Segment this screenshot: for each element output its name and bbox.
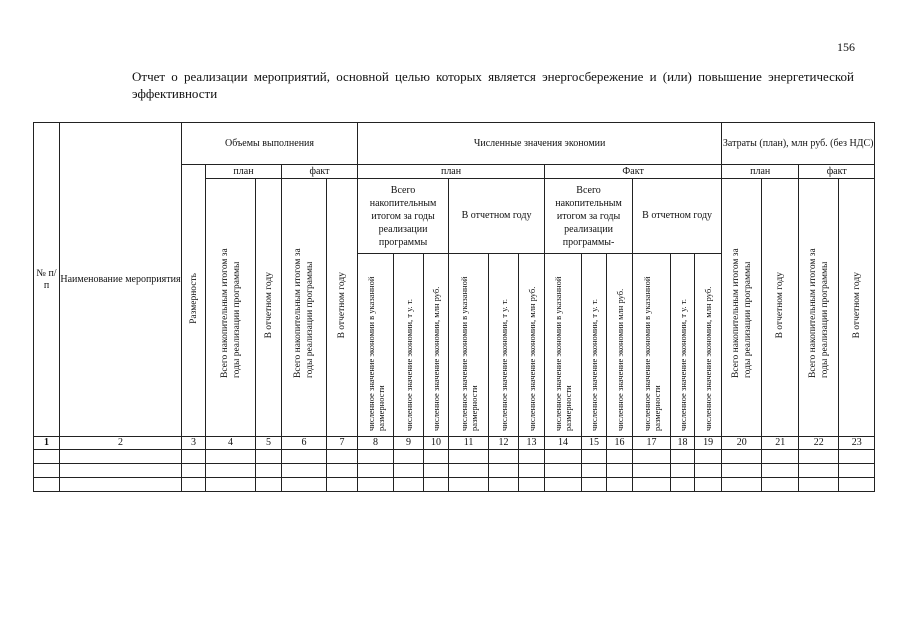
table-cell[interactable] — [519, 478, 545, 492]
header-name: Наименование мероприятия — [60, 123, 182, 437]
table-cell[interactable] — [394, 450, 424, 464]
table-cell[interactable] — [60, 450, 182, 464]
header-savings: Численные значения экономии — [358, 123, 722, 165]
document-title: Отчет о реализации мероприятий, основной целью которых является энергосбережение и (или) повышение энергетической эффективности — [132, 69, 854, 101]
table-cell[interactable] — [582, 464, 607, 478]
table-cell[interactable] — [327, 478, 358, 492]
table-cell[interactable] — [633, 450, 671, 464]
column-number-11: 11 — [449, 437, 489, 450]
table-cell[interactable] — [582, 478, 607, 492]
header-savings-plan: план — [358, 165, 545, 179]
column-number-10: 10 — [424, 437, 449, 450]
table-cell[interactable] — [799, 450, 839, 464]
header-vol-fact-year — [327, 179, 358, 437]
column-number-3: 3 — [182, 437, 206, 450]
header-sv-plan-total: Всего накопительным итогом за годы реализации программы — [358, 179, 449, 254]
column-number-5: 5 — [256, 437, 282, 450]
column-number-8: 8 — [358, 437, 394, 450]
table-cell[interactable] — [182, 464, 206, 478]
table-cell[interactable] — [449, 450, 489, 464]
table-cell[interactable] — [60, 478, 182, 492]
table-cell[interactable] — [799, 478, 839, 492]
header-col-9-label: численное значение экономии, т у. т. — [403, 298, 414, 431]
header-col-12-label: численное значение экономии, т у. т. — [498, 298, 509, 431]
header-col-10 — [424, 254, 449, 437]
column-number-row — [34, 437, 875, 450]
header-vol-fact-year-label: В отчетном году — [337, 272, 348, 339]
header-cost-fact-total — [799, 179, 839, 437]
table-cell[interactable] — [607, 464, 633, 478]
table-cell[interactable] — [762, 478, 799, 492]
header-sv-plan-year: В отчетном году — [449, 179, 545, 254]
table-cell[interactable] — [424, 450, 449, 464]
header-col-16-label: численное значение экономии млн руб. — [614, 288, 625, 431]
table-cell[interactable] — [671, 464, 695, 478]
table-cell[interactable] — [839, 464, 875, 478]
header-sv-fact-total: Всего накопительным итогом за годы реализации программы- — [545, 179, 633, 254]
column-number-13: 13 — [519, 437, 545, 450]
table-cell[interactable] — [256, 450, 282, 464]
table-cell[interactable] — [34, 478, 60, 492]
table-cell[interactable] — [256, 464, 282, 478]
header-cost-plan-year — [762, 179, 799, 437]
header-col-19 — [695, 254, 722, 437]
table-cell[interactable] — [489, 478, 519, 492]
header-unit-label: Размерность — [188, 273, 199, 324]
table-cell[interactable] — [545, 464, 582, 478]
table-cell[interactable] — [34, 450, 60, 464]
table-cell[interactable] — [282, 464, 327, 478]
table-cell[interactable] — [489, 464, 519, 478]
header-col-15 — [582, 254, 607, 437]
header-costs-fact: факт — [799, 165, 875, 179]
table-cell[interactable] — [449, 464, 489, 478]
table-cell[interactable] — [671, 450, 695, 464]
table-cell[interactable] — [60, 464, 182, 478]
table-cell[interactable] — [519, 450, 545, 464]
table-cell[interactable] — [327, 450, 358, 464]
table-cell[interactable] — [182, 478, 206, 492]
table-row — [34, 464, 875, 478]
table-cell[interactable] — [545, 450, 582, 464]
table-cell[interactable] — [256, 478, 282, 492]
column-number-4: 4 — [206, 437, 256, 450]
header-col-14-label: численное значение экономии в указанной размерности — [553, 276, 574, 431]
header-vol-fact-total — [282, 179, 327, 437]
table-cell[interactable] — [206, 450, 256, 464]
header-cost-plan-total — [722, 179, 762, 437]
column-number-22: 22 — [799, 437, 839, 450]
table-cell[interactable] — [722, 450, 762, 464]
header-cost-fact-year — [839, 179, 875, 437]
table-cell[interactable] — [762, 450, 799, 464]
header-col-8-label: численное значение экономии в указанной размерности — [365, 276, 386, 431]
header-col-15-label: численное значение экономии, т у. т. — [589, 298, 600, 431]
table-cell[interactable] — [358, 450, 394, 464]
table-cell[interactable] — [839, 450, 875, 464]
header-vol-plan-year-label: В отчетном году — [263, 272, 274, 339]
column-number-21: 21 — [762, 437, 799, 450]
table-cell[interactable] — [671, 478, 695, 492]
table-cell[interactable] — [519, 464, 545, 478]
header-col-14 — [545, 254, 582, 437]
header-volume: Объемы выполнения — [182, 123, 358, 165]
header-vol-plan-total — [206, 179, 256, 437]
header-number: № п/ п — [34, 123, 60, 437]
table-cell[interactable] — [327, 464, 358, 478]
header-col-11 — [449, 254, 489, 437]
header-col-18-label: численное значение экономии, т у. т. — [677, 298, 688, 431]
table-cell[interactable] — [839, 478, 875, 492]
table-cell[interactable] — [799, 464, 839, 478]
header-volume-plan: план — [206, 165, 282, 179]
table-cell[interactable] — [182, 450, 206, 464]
table-cell[interactable] — [424, 464, 449, 478]
page-number: 156 — [837, 40, 855, 54]
table-cell[interactable] — [358, 478, 394, 492]
column-number-19: 19 — [695, 437, 722, 450]
column-number-16: 16 — [607, 437, 633, 450]
header-savings-fact: Факт — [545, 165, 722, 179]
column-number-6: 6 — [282, 437, 327, 450]
table-cell[interactable] — [206, 464, 256, 478]
header-col-13-label: численное значение экономии, млн руб. — [526, 286, 537, 431]
header-costs: Затраты (план), млн руб. (без НДС) — [722, 123, 875, 165]
table-cell[interactable] — [206, 478, 256, 492]
header-col-17 — [633, 254, 671, 437]
table-cell[interactable] — [282, 450, 327, 464]
header-col-12 — [489, 254, 519, 437]
header-col-19-label: численное значение экономии, млн руб. — [703, 286, 714, 431]
table-cell[interactable] — [582, 450, 607, 464]
table-cell[interactable] — [282, 478, 327, 492]
header-cost-plan-year-label: В отчетном году — [775, 272, 786, 339]
header-vol-plan-year — [256, 179, 282, 437]
column-number-12: 12 — [489, 437, 519, 450]
table-cell[interactable] — [34, 464, 60, 478]
column-number-15: 15 — [582, 437, 607, 450]
header-cost-fact-total-label: Всего накопительным итогом за годы реализации программы — [807, 248, 830, 378]
table-cell[interactable] — [722, 478, 762, 492]
table-cell[interactable] — [762, 464, 799, 478]
table-cell[interactable] — [449, 478, 489, 492]
header-cost-plan-total-label: Всего накопительным итогом за годы реализации программы — [730, 248, 753, 378]
header-col-11-label: численное значение экономии в указанной размерности — [458, 276, 479, 431]
header-col-8 — [358, 254, 394, 437]
table-cell[interactable] — [424, 478, 449, 492]
table-cell[interactable] — [607, 478, 633, 492]
header-col-17-label: численное значение экономии в указанной размерности — [641, 276, 662, 431]
report-table — [33, 122, 875, 492]
column-number-18: 18 — [671, 437, 695, 450]
table-cell[interactable] — [358, 464, 394, 478]
column-number-2: 2 — [60, 437, 182, 450]
table-cell[interactable] — [695, 450, 722, 464]
table-cell[interactable] — [633, 478, 671, 492]
header-vol-plan-total-label: Всего накопительным итогом за годы реализации программы — [219, 248, 242, 378]
column-number-9: 9 — [394, 437, 424, 450]
table-cell[interactable] — [394, 464, 424, 478]
header-col-16 — [607, 254, 633, 437]
table-cell[interactable] — [489, 450, 519, 464]
table-cell[interactable] — [394, 478, 424, 492]
table-cell[interactable] — [695, 478, 722, 492]
table-cell[interactable] — [722, 464, 762, 478]
header-cost-fact-year-label: В отчетном году — [851, 272, 862, 339]
column-number-7: 7 — [327, 437, 358, 450]
column-number-14: 14 — [545, 437, 582, 450]
header-col-13 — [519, 254, 545, 437]
column-number-20: 20 — [722, 437, 762, 450]
column-number-17: 17 — [633, 437, 671, 450]
header-vol-fact-total-label: Всего накопительным итогом за годы реализации программы — [293, 248, 315, 378]
header-col-9 — [394, 254, 424, 437]
header-col-10-label: численное значение экономии, млн руб. — [431, 286, 442, 431]
header-sv-fact-year: В отчетном году — [633, 179, 722, 254]
header-unit — [182, 165, 206, 437]
table-row — [34, 478, 875, 492]
header-costs-plan: план — [722, 165, 799, 179]
header-col-18 — [671, 254, 695, 437]
table-cell[interactable] — [633, 464, 671, 478]
table-cell[interactable] — [545, 478, 582, 492]
header-volume-fact: факт — [282, 165, 358, 179]
column-number-1: 1 — [34, 437, 60, 450]
table-cell[interactable] — [695, 464, 722, 478]
column-number-23: 23 — [839, 437, 875, 450]
table-cell[interactable] — [607, 450, 633, 464]
table-row — [34, 450, 875, 464]
